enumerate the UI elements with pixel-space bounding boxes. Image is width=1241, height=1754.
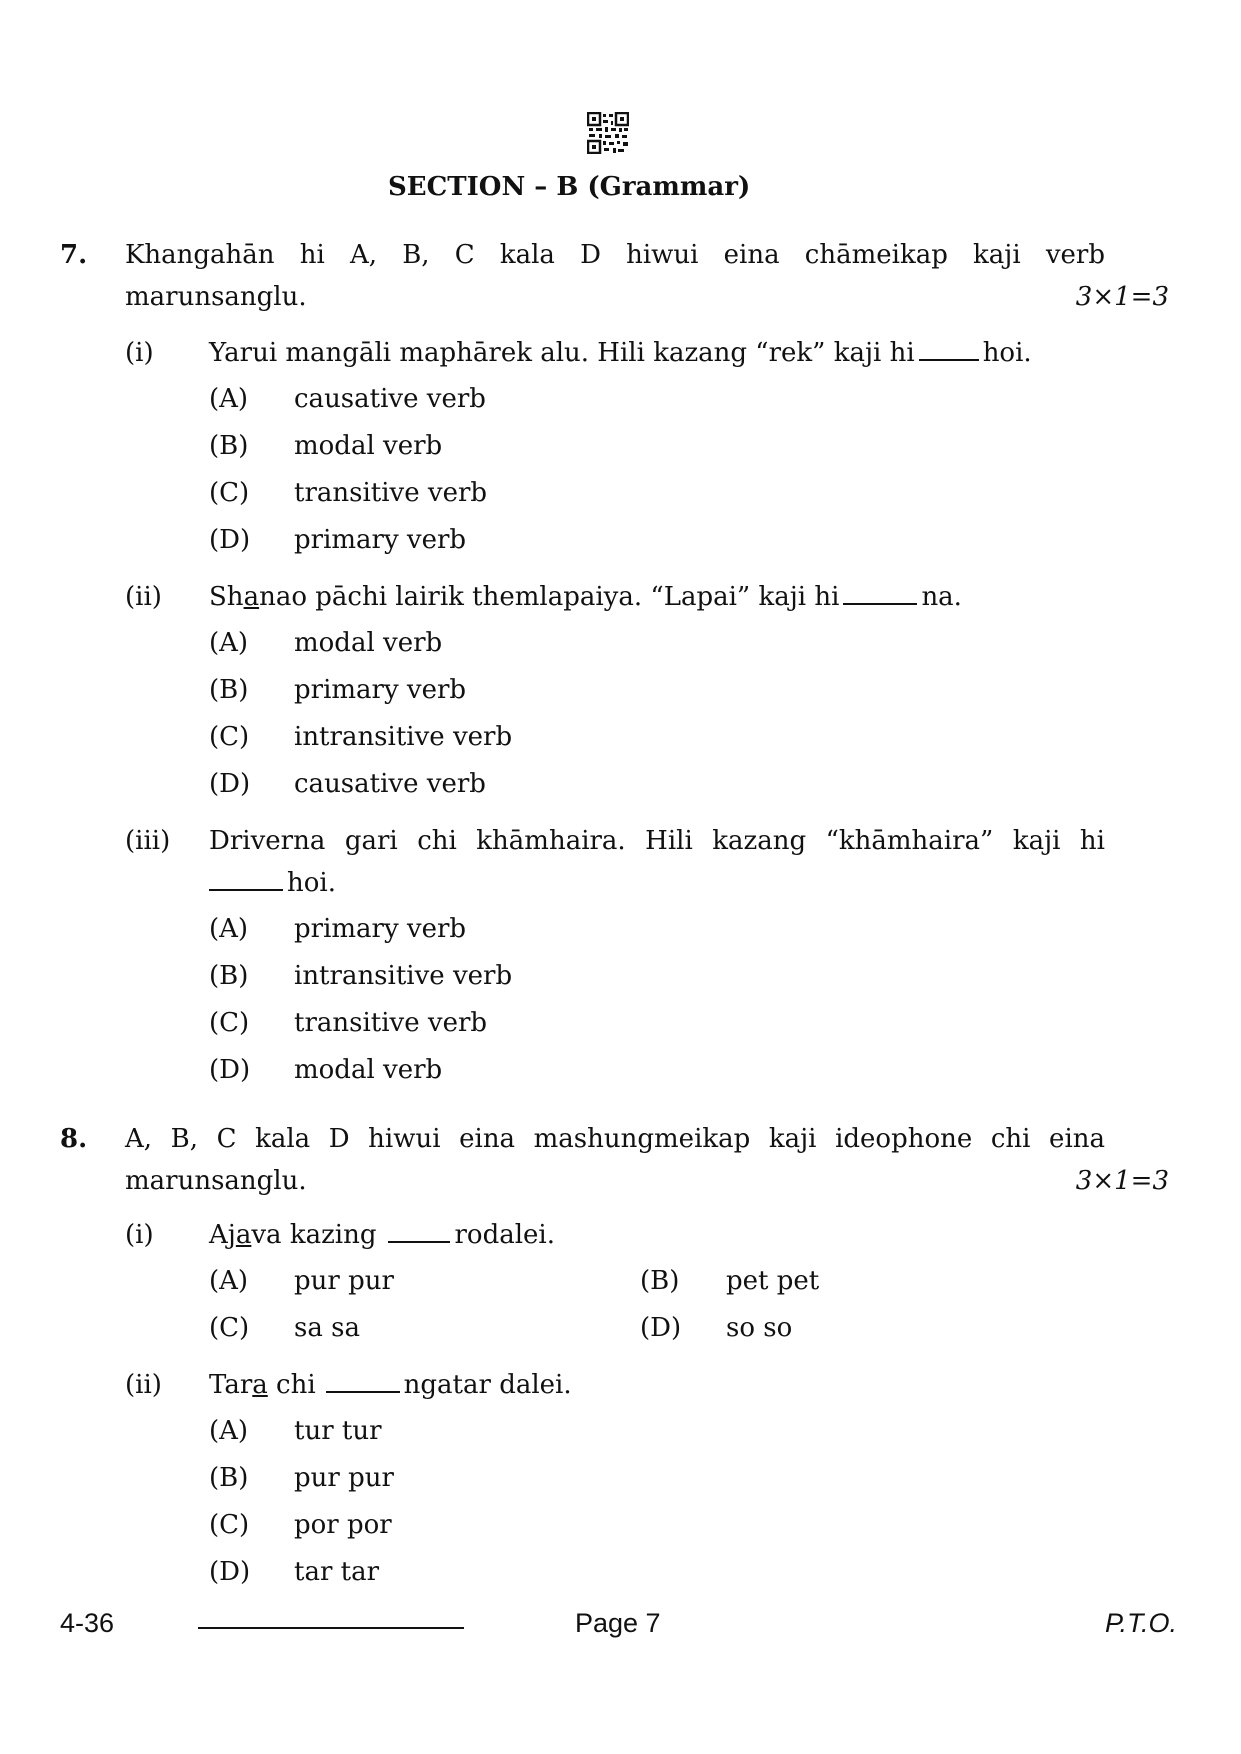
q8-part-label: (i) [125, 1220, 154, 1250]
answer-blank [919, 339, 979, 361]
q7-part-label: (iii) [125, 826, 171, 856]
option-label: (D) [640, 1313, 682, 1343]
q7-part-i-text-before: Yarui mangāli maphārek alu. Hili kazang “rek” kaji hi [209, 338, 915, 368]
option-text: por por [294, 1510, 392, 1540]
option-label: (D) [209, 525, 251, 555]
option-text: causative verb [294, 769, 486, 799]
footer-pto: P.T.O. [1104, 1608, 1177, 1638]
option-label: (C) [209, 1008, 250, 1038]
q7-part-ii-text-underlined: a [243, 582, 260, 612]
q7-part-label: (ii) [125, 582, 162, 612]
q8-part-i-text-underlined: a [235, 1220, 252, 1250]
option-text: pur pur [294, 1266, 394, 1296]
option-label: (A) [209, 628, 249, 658]
option-label: (C) [209, 1510, 250, 1540]
answer-blank [209, 869, 283, 891]
option-text: primary verb [294, 525, 467, 555]
option-text: modal verb [294, 1055, 443, 1085]
option-label: (D) [209, 1557, 251, 1587]
q7-part-i-text-after: hoi. [982, 338, 1032, 368]
option-text: pet pet [726, 1266, 820, 1296]
question-7-number: 7. [60, 240, 88, 270]
answer-blank [843, 583, 917, 605]
option-label: (D) [209, 1055, 251, 1085]
question-7-marks: 3×1=3 [1075, 282, 1169, 312]
q7-part-ii-text-pre: Sh [209, 582, 244, 612]
option-text: tur tur [294, 1416, 382, 1446]
answer-blank [326, 1371, 400, 1393]
section-title: SECTION – B (Grammar) [388, 172, 751, 202]
q8-part-ii-text-pre: Tar [209, 1370, 253, 1400]
q8-part-label: (ii) [125, 1370, 162, 1400]
option-text: transitive verb [294, 1008, 488, 1038]
option-label: (B) [209, 961, 249, 991]
option-text: so so [726, 1313, 793, 1343]
q7-part-ii-text-before: nao pāchi lairik themlapaiya. “Lapai” kaji hi [259, 582, 840, 612]
option-text: pur pur [294, 1463, 394, 1493]
option-label: (B) [209, 1463, 249, 1493]
option-label: (C) [209, 478, 250, 508]
q7-part-ii-text [209, 582, 962, 612]
answer-blank [388, 1221, 450, 1243]
option-text: causative verb [294, 384, 486, 414]
q8-part-ii-text-underlined: a [252, 1370, 268, 1400]
option-text: primary verb [294, 914, 467, 944]
q8-part-i-text [209, 1220, 555, 1250]
option-text: tar tar [294, 1557, 380, 1587]
option-label: (A) [209, 384, 249, 414]
question-8-stem-line2: marunsanglu. [125, 1166, 307, 1196]
option-text: sa sa [294, 1313, 360, 1343]
q8-part-i-text-after: rodalei. [454, 1220, 555, 1250]
option-label: (B) [209, 431, 249, 461]
footer-divider [198, 1627, 464, 1629]
option-label: (C) [209, 1313, 250, 1343]
option-label: (A) [209, 1266, 249, 1296]
option-text: intransitive verb [294, 961, 513, 991]
question-8-number: 8. [60, 1124, 88, 1154]
option-text: modal verb [294, 431, 443, 461]
q7-part-i-text [209, 338, 1032, 368]
q8-part-i-text-before: va kazing [251, 1220, 377, 1250]
qr-code-icon [587, 112, 629, 154]
q8-part-ii-text-before: chi [267, 1370, 316, 1400]
q8-part-i-text-pre: Aj [209, 1220, 236, 1250]
q7-part-iii-text-line2 [209, 868, 336, 898]
q8-part-ii-text [209, 1370, 572, 1400]
question-7-stem-line1: Khangahān hi A, B, C kala D hiwui eina chāmeikap kaji verb [125, 240, 1105, 270]
question-7-stem-line2: marunsanglu. [125, 282, 307, 312]
option-text: transitive verb [294, 478, 488, 508]
option-label: (B) [209, 675, 249, 705]
q7-part-iii-text-line1: Driverna gari chi khāmhaira. Hili kazang “khāmhaira” kaji hi [209, 826, 1105, 856]
footer-code: 4-36 [60, 1608, 115, 1638]
q7-part-label: (i) [125, 338, 154, 368]
option-label: (D) [209, 769, 251, 799]
option-text: modal verb [294, 628, 443, 658]
option-label: (A) [209, 914, 249, 944]
option-label: (C) [209, 722, 250, 752]
option-text: primary verb [294, 675, 467, 705]
question-8-marks: 3×1=3 [1075, 1166, 1169, 1196]
option-text: intransitive verb [294, 722, 513, 752]
question-8-stem-line1: A, B, C kala D hiwui eina mashungmeikap kaji ideophone chi eina [125, 1124, 1105, 1154]
q7-part-iii-text-after: hoi. [287, 868, 336, 898]
footer-page-number: Page 7 [575, 1608, 661, 1638]
option-label: (B) [640, 1266, 680, 1296]
option-label: (A) [209, 1416, 249, 1446]
q7-part-ii-text-after: na. [921, 582, 962, 612]
q8-part-ii-text-after: ngatar dalei. [403, 1370, 572, 1400]
